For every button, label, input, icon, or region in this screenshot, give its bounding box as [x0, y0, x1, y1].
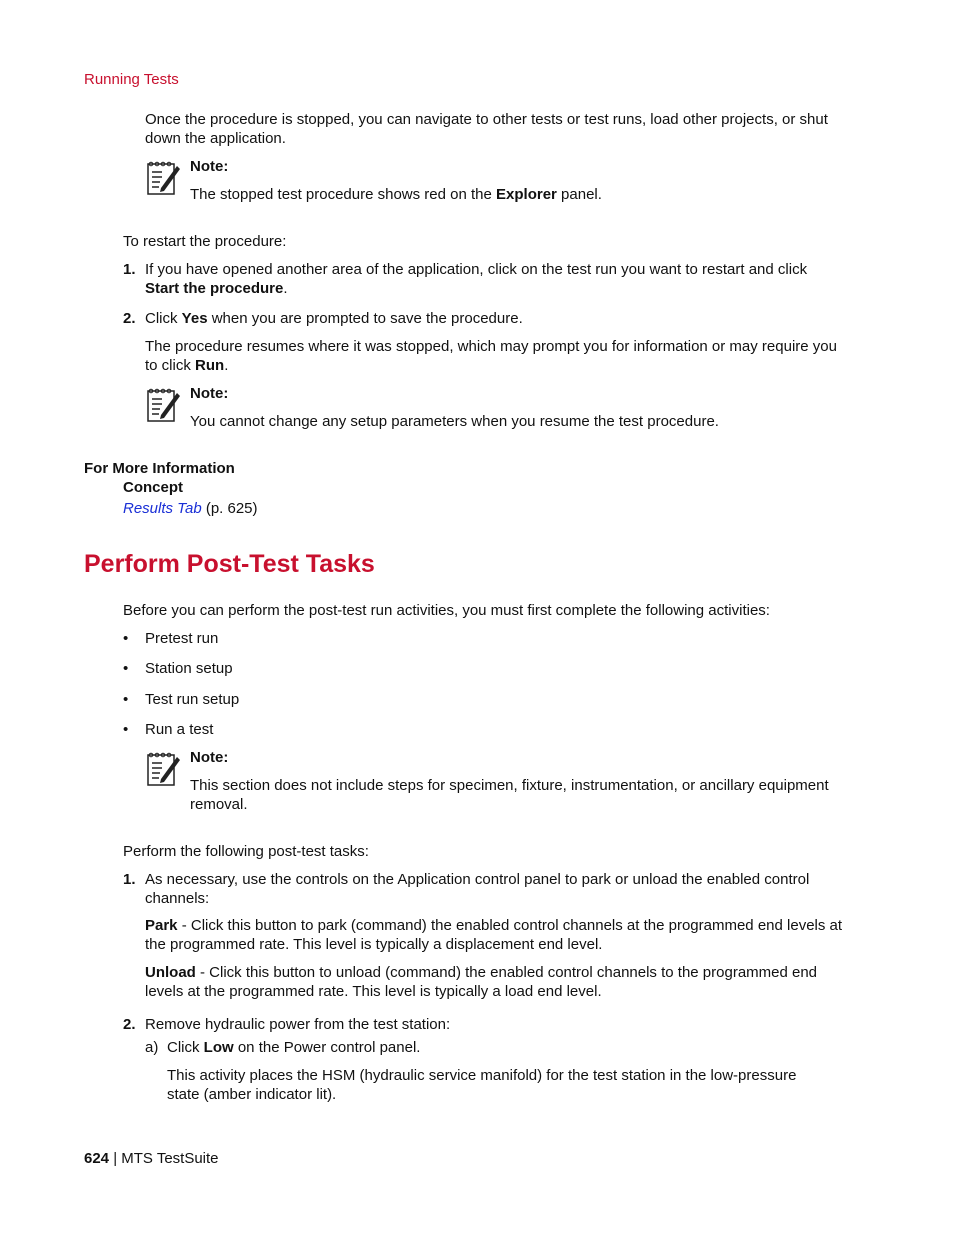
note-title: Note:	[190, 749, 229, 766]
intro-paragraph: Once the procedure is stopped, you can navigate to other tests or test runs, load other projects, or shut down the application.	[145, 111, 828, 147]
note-icon	[145, 751, 181, 791]
section-title: Perform Post-Test Tasks	[84, 550, 375, 578]
page-footer: 624 | MTS TestSuite	[84, 1150, 219, 1167]
note-icon	[145, 160, 181, 200]
step-number: 1.	[123, 261, 136, 278]
list-item: • Station setup	[123, 660, 233, 677]
restart-step-2: Click Yes when you are prompted to save the procedure.	[145, 310, 523, 327]
concept-reference: Results Tab (p. 625)	[123, 500, 258, 517]
step-number: 1.	[123, 871, 136, 888]
list-item: • Test run setup	[123, 691, 240, 708]
hsm-paragraph: This activity places the HSM (hydraulic service manifold) for the test station in the low-pressure state (amber indicator lit).	[167, 1067, 797, 1103]
park-description: Park - Click this button to park (command) the enabled control channels at the programmed end levels at the programmed rate. This level is typically a displacement end level.	[145, 917, 843, 953]
substep-a: Click Low on the Power control panel.	[167, 1039, 421, 1056]
tasks-lead: Perform the following post-test tasks:	[123, 843, 369, 860]
prereq-lead: Before you can perform the post-test run activities, you must first complete the following activities:	[123, 602, 770, 619]
running-header: Running Tests	[84, 71, 179, 88]
unload-description: Unload - Click this button to unload (command) the enabled control channels to the programmed end levels at the programmed rate. This level is typically a load end level.	[145, 964, 818, 1000]
task-step-1: As necessary, use the controls on the Application control panel to park or unload the enabled control channels:	[145, 871, 810, 907]
note-title: Note:	[190, 385, 229, 402]
restart-lead: To restart the procedure:	[123, 233, 287, 250]
concept-label: Concept	[123, 479, 183, 496]
list-item: • Run a test	[123, 721, 214, 738]
results-tab-link[interactable]: Results Tab	[123, 500, 202, 517]
note-text: You cannot change any setup parameters when you resume the test procedure.	[190, 413, 719, 430]
product-name: MTS TestSuite	[121, 1150, 219, 1167]
note-title: Note:	[190, 158, 229, 175]
restart-step-1: If you have opened another area of the application, click on the test run you want to restart and click Start the procedure.	[145, 261, 808, 297]
step-number: 2.	[123, 310, 136, 327]
note-text: This section does not include steps for specimen, fixture, instrumentation, or ancillary equipment removal.	[190, 777, 829, 813]
resume-paragraph: The procedure resumes where it was stopped, which may prompt you for information or may require you to click Run.	[145, 338, 837, 374]
step-number: 2.	[123, 1016, 136, 1033]
task-step-2: Remove hydraulic power from the test station:	[145, 1016, 451, 1033]
page-number: 624	[84, 1150, 110, 1167]
list-item: • Pretest run	[123, 630, 219, 647]
more-info-heading: For More Information	[84, 460, 235, 477]
note-icon	[145, 387, 181, 427]
note-text: The stopped test procedure shows red on the Explorer panel.	[190, 186, 602, 203]
substep-label: a)	[145, 1039, 159, 1056]
